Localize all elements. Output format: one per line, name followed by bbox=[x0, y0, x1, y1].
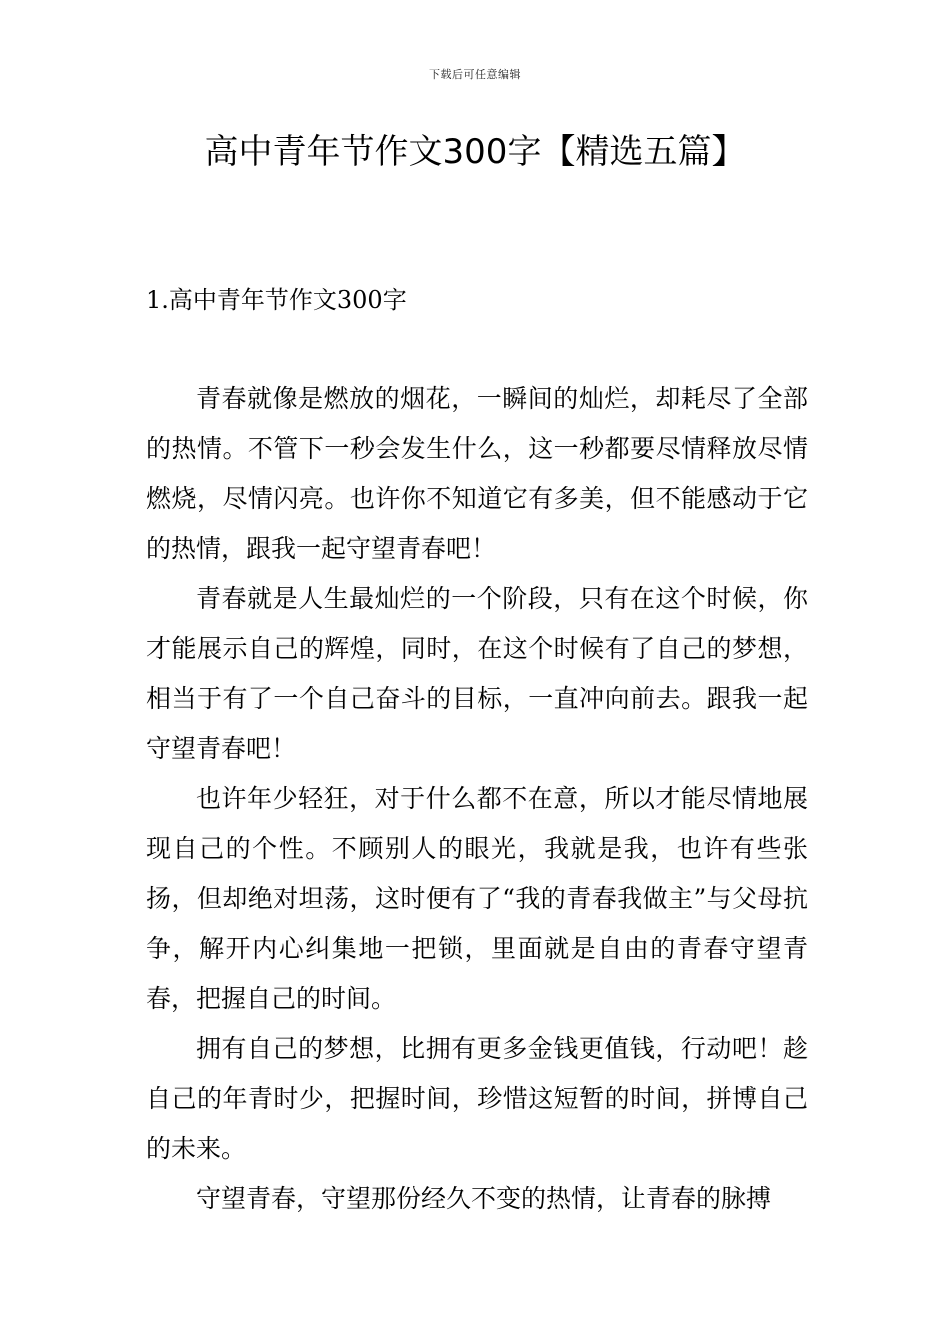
section-heading: 1.高中青年节作文300字 bbox=[146, 286, 407, 314]
document-title: 高中青年节作文300字【精选五篇】 bbox=[204, 132, 746, 172]
essay-body bbox=[146, 374, 808, 1224]
paragraph: 守望青春，守望那份经久不变的热情，让青春的脉搏 bbox=[196, 1184, 772, 1213]
paragraph: 青春就像是燃放的烟花，一瞬间的灿烂，却耗尽了全部的热情。不管下一秒会发生什么，这一秒都要尽情释放尽情燃烧，尽情闪亮。也许你不知道它有多美，但不能感动于它的热情，跟我一起守望青春吧！ bbox=[146, 384, 808, 563]
paragraph: 青春就是人生最灿烂的一个阶段，只有在这个时候，你才能展示自己的辉煌，同时，在这个时候有了自己的梦想，相当于有了一个自己奋斗的目标，一直冲向前去。跟我一起守望青春吧！ bbox=[146, 584, 808, 763]
header-note: 下载后可任意编辑 bbox=[429, 68, 521, 81]
paragraph: 拥有自己的梦想，比拥有更多金钱更值钱，行动吧！趁自己的年青时少，把握时间，珍惜这短暂的时间，拼博自己的未来。 bbox=[146, 1034, 808, 1163]
paragraph: 也许年少轻狂，对于什么都不在意，所以才能尽情地展现自己的个性。不顾别人的眼光，我就是我，也许有些张扬，但却绝对坦荡，这时便有了“我的青春我做主”与父母抗争，解开内心纠集地一把锁，里面就是自由的青春守望青春，把握自己的时间。 bbox=[146, 784, 808, 1013]
